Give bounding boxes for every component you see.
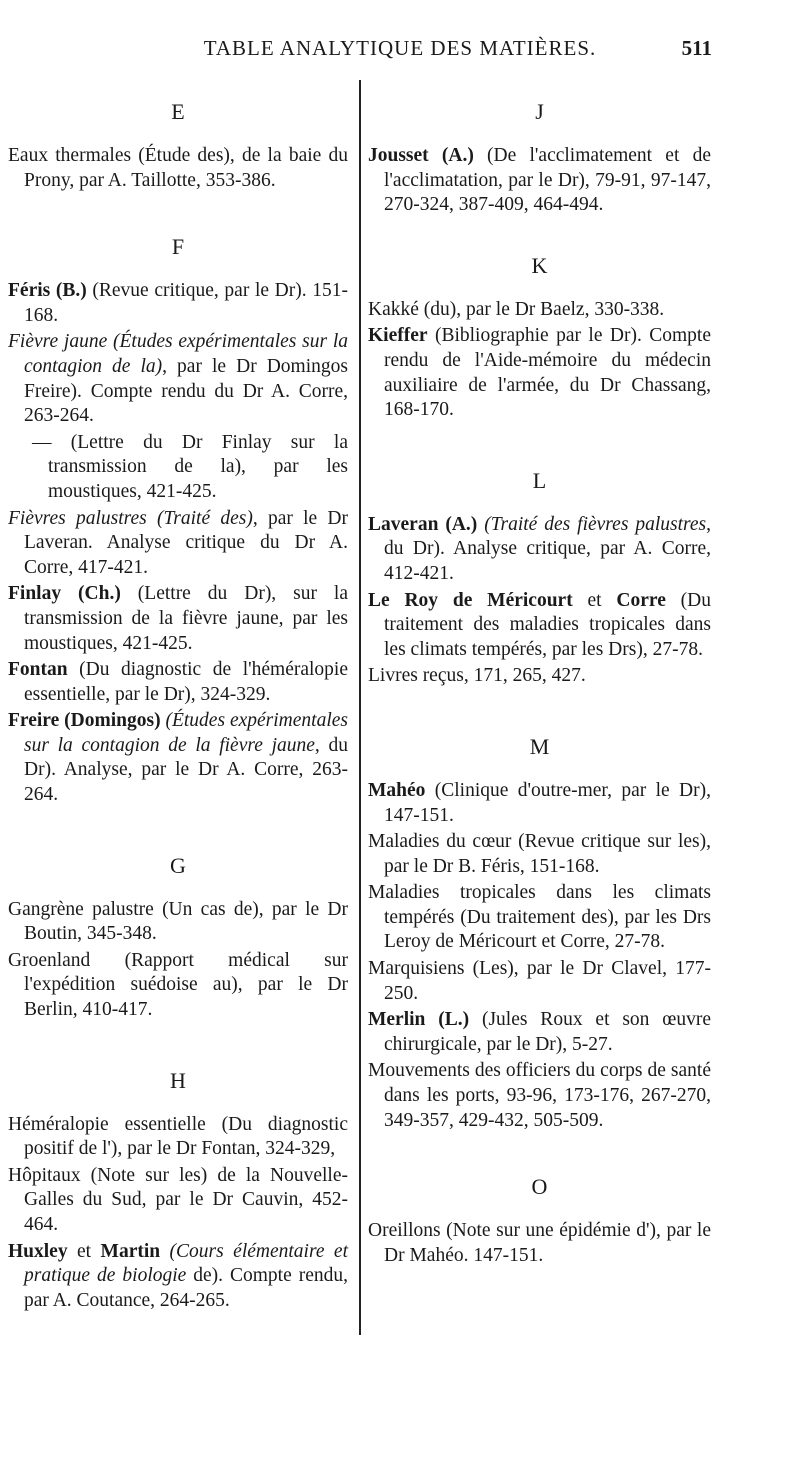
section-letter-m: M: [529, 733, 550, 759]
column-divider: [359, 80, 361, 1335]
page-header: [0, 36, 800, 66]
index-entry: Freire (Domingos) (Études expérimentales sur la contagion de la fièvre jaune, du Dr). Analyse, par le Dr A. Corre, 263-264.: [8, 710, 348, 806]
index-entry: Merlin (L.) (Jules Roux et son œuvre chirurgicale, par le Dr), 5-27.: [368, 1009, 711, 1055]
right-column: [368, 88, 711, 1270]
index-entry: Livres reçus, 171, 265, 427.: [368, 665, 586, 687]
index-entry: Huxley et Martin (Cours élémentaire et pratique de biologie de). Compte rendu, par A. Coutance, 264-265.: [8, 1240, 348, 1311]
index-entry: Féris (B.) (Revue critique, par le Dr). 151-168.: [8, 280, 348, 326]
page-number: 511: [681, 36, 712, 60]
index-entry: Le Roy de Méricourt et Corre (Du traitement des maladies tropicales dans les climats tempérés, par les Drs), 27-78.: [368, 589, 712, 660]
section-letter-g: G: [170, 852, 186, 878]
section-letter-f: F: [171, 234, 185, 260]
index-entry: Kieffer (Bibliographie par le Dr). Compte rendu de l'Aide-mémoire du médecin auxiliaire de l'armée, du Dr Chassang, 168-170.: [368, 325, 711, 421]
index-entry: Fontan (Du diagnostic de l'héméralopie essentielle, par le Dr), 324-329.: [8, 659, 348, 705]
index-entry: Finlay (Ch.) (Lettre du Dr), sur la transmission de la fièvre jaune, par les moustiques, 421-425.: [8, 583, 348, 654]
index-entry: Gangrène palustre (Un cas de), par le Dr Boutin, 345-348.: [8, 898, 348, 945]
index-entry: Jousset (A.) (De l'acclimatement et de l'acclimatation, par le Dr), 79-91, 97-147, 270-324, 387-409, 464-494.: [368, 145, 711, 216]
section-letter-e: E: [171, 99, 185, 124]
page-title: TABLE ANALYTIQUE DES MATIÈRES.: [203, 36, 597, 60]
section-letter-k: K: [531, 252, 548, 278]
index-entry: Mouvements des officiers du corps de santé dans les ports, 93-96, 173-176, 267-270, 349-357, 429-432, 505-509.: [368, 1060, 711, 1131]
index-entry: Eaux thermales (Étude des), de la baie du Prony, par A. Taillotte, 353-386.: [8, 145, 348, 191]
index-entry: Mahéo (Clinique d'outre-mer, par le Dr), 147-151.: [368, 779, 711, 826]
index-entry: Héméralopie essentielle (Du diagnostic positif de l'), par le Dr Fontan, 324-329,: [8, 1113, 348, 1160]
section-letter-h: H: [170, 1067, 186, 1093]
left-column: [8, 88, 348, 1315]
index-subentry: — (Lettre du Dr Finlay sur la transmission de la), par les moustiques, 421-425.: [32, 431, 348, 502]
index-entry: Maladies tropicales dans les climats tempérés (Du traitement des), par les Drs Leroy de Méricourt et Corre, 27-78.: [368, 882, 711, 953]
index-entry: Hôpitaux (Note sur les) de la Nouvelle-Galles du Sud, par le Dr Cauvin, 452-464.: [8, 1164, 348, 1235]
index-entry: Fièvre jaune (Études expérimentales sur la contagion de la), par le Dr Domingos Freire). Compte rendu du Dr A. Corre, 263-264.: [8, 331, 348, 427]
section-letter-j: J: [535, 99, 544, 124]
index-entry: Kakké (du), par le Dr Baelz, 330-338.: [368, 298, 665, 320]
index-entry: Oreillons (Note sur une épidémie d'), par le Dr Mahéo. 147-151.: [368, 1220, 711, 1266]
index-entry: Groenland (Rapport médical sur l'expédition suédoise au), par le Dr Berlin, 410-417.: [8, 949, 348, 1021]
index-entry: Laveran (A.) (Traité des fièvres palustres, du Dr). Analyse critique, par A. Corre, 412-421.: [368, 513, 712, 584]
section-letter-o: O: [531, 1174, 548, 1200]
index-entry: Maladies du cœur (Revue critique sur les), par le Dr B. Féris, 151-168.: [368, 831, 711, 877]
index-entry: Fièvres palustres (Traité des), par le Dr Laveran. Analyse critique du Dr A. Corre, 417-421.: [8, 507, 348, 578]
index-entry: Marquisiens (Les), par le Dr Clavel, 177-250.: [368, 958, 711, 1004]
section-letter-l: L: [532, 467, 547, 493]
